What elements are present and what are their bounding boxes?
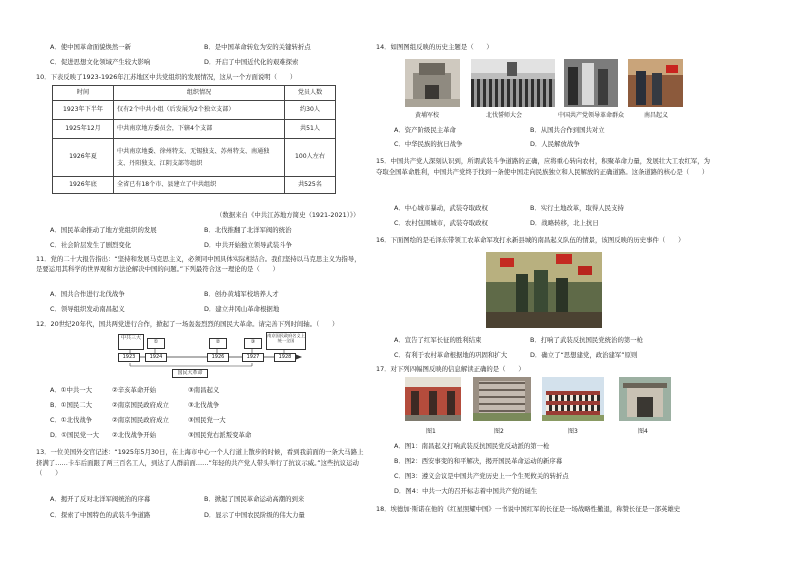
q13-option-b: B．掀起了国民革命运动高潮的到来	[204, 495, 305, 503]
q13-option-c: C．探索了中国特色的武装斗争道路	[50, 511, 151, 519]
q17-option-c: C．图3：遵义会议是中国共产党历史上一个生死攸关的转折点	[394, 472, 569, 480]
figure-2-building	[473, 377, 531, 421]
table-header: 组织情况	[114, 86, 285, 101]
q17-caption: 图3	[568, 428, 578, 435]
table-cell: 1925年12月	[53, 120, 114, 139]
q12-d1: D．①国民党一大	[50, 431, 99, 439]
table-header: 时间	[53, 86, 114, 101]
q14-option-a: A．资产阶级民主革命	[394, 126, 456, 134]
q14-option-d: D．人民解放战争	[530, 140, 580, 148]
timeline-event: ①	[147, 338, 165, 349]
q10-source: （数据来自《中共江苏地方简史（1921-2021）》）	[216, 211, 360, 219]
table-cell: 1926年底	[53, 177, 114, 194]
timeline-event: 中共三大	[118, 334, 144, 350]
q16-stem: 16．下面图绘的是毛泽东带领工农革命军攻打永新县城的南昌起义队伍的情景，该图反映的历史事件（ ）	[376, 236, 685, 244]
q14-caption: 北伐誓师大会	[486, 112, 523, 119]
q12-b2: ②南京国民政府成立	[112, 401, 169, 409]
table-cell: 中共南京地委、徐州特支、无锡独支、苏州特支、南通独支、丹阳独支、江阴支部等组织	[114, 139, 285, 177]
q16-option-b: B．打响了武装反抗国民党统治的第一枪	[530, 336, 644, 344]
q14-caption: 中国共产党领导革命群众	[558, 112, 625, 119]
q12-c1: C．①北伐战争	[50, 416, 93, 424]
timeline-year: 1928	[274, 353, 296, 362]
table-cell: 仅有2个中共小组（后发展为2个独立支部）	[114, 101, 285, 120]
q14-stem: 14．如图图组反映的历史主题是（ ）	[376, 43, 493, 51]
q12-option-d	[50, 431, 252, 440]
q13-stem: 13．一位美国外交官记述：“1925年5月30日，在上海市中心一个人行道上散步的时候，看到我前面的一条大马路上挤满了……卡车后面跟了两三百名工人，到达了人群前面……”年轻的共产党人带头举行了抗议示威。”这些抗议运动（ ）	[36, 448, 364, 478]
q12-c3: ③国民党一大	[188, 416, 226, 424]
q17-caption: 图4	[638, 428, 648, 435]
table-header-row	[53, 86, 336, 101]
q12-option-b	[50, 401, 220, 410]
q14-option-b: B．从国共合作到国共对立	[530, 126, 605, 134]
q10-option-d: D．中共开始独立领导武装斗争	[204, 241, 292, 249]
timeline-year: 1926	[207, 353, 229, 362]
q12-d3: ③国民党右派叛变革命	[188, 431, 252, 439]
q14-caption: 南昌起义	[644, 112, 669, 119]
timeline-event: ②	[209, 338, 227, 349]
whampoa-academy-photo	[405, 59, 460, 107]
table-cell: 共525名	[285, 177, 336, 194]
table-cell: 全省已有18个市、县建立了中共组织	[114, 177, 285, 194]
q10-option-c: C．社会阶层发生了剧烈变化	[50, 241, 132, 249]
q12-a2: ②辛亥革命开始	[112, 386, 157, 394]
q18-stem: 18．埃德加·斯诺在他的《红星照耀中国》一书说中国红军的长征是一场战略性撤退，称赞长征是一部英雄史	[376, 505, 681, 513]
table-cell: 1923年下半年	[53, 101, 114, 120]
q16-option-d: D．确立了“思想建党，政治建军”原则	[530, 351, 638, 359]
q10-stem: 10．下表反映了1923-1926年江苏地区中共党组织的发展情况，这从一个方面说明（ ）	[36, 73, 297, 81]
figure-4-building	[619, 377, 671, 421]
timeline-event: ③	[244, 338, 262, 349]
q15-option-b: B．实行土地改革，取得人民支持	[530, 204, 624, 212]
timeline-bracket-label: 国民大革命	[172, 369, 208, 378]
autumn-harvest-uprising-painting	[486, 252, 602, 328]
table-cell: 1926年夏	[53, 139, 114, 177]
q11-option-b: B．创办黄埔军校培养人才	[204, 290, 279, 298]
q14-option-c: C．中华民族的抗日战争	[394, 140, 463, 148]
table-header: 党员人数	[285, 86, 336, 101]
northern-expedition-rally-photo	[471, 59, 555, 107]
q15-option-c: C．农村包围城市，武装夺取政权	[394, 219, 488, 227]
q16-option-a: A．宣告了红军长征的胜利结束	[394, 336, 482, 344]
timeline-event: 南京国民政府名义上统一全国	[266, 332, 306, 350]
q12-option-a	[50, 386, 220, 395]
figure-1-building	[405, 377, 461, 421]
q11-option-d: D．建立井冈山革命根据地	[204, 305, 280, 313]
q17-caption: 图1	[426, 428, 436, 435]
q14-caption: 黄埔军校	[415, 112, 440, 119]
table-row	[53, 139, 336, 177]
q11-option-c: C．领导组织发动南昌起义	[50, 305, 125, 313]
q15-option-a: A．中心城市暴动，武装夺取政权	[394, 204, 488, 212]
q10-option-b: B．北伐推翻了北洋军阀的统治	[204, 226, 292, 234]
q13-option-a: A．揭开了反对北洋军阀统治的序幕	[50, 495, 151, 503]
table-row	[53, 177, 336, 194]
table-cell: 约30人	[285, 101, 336, 120]
q17-stem: 17．对下列四幅图反映的信息解读正确的是（ ）	[376, 365, 525, 373]
q12-option-c	[50, 416, 226, 425]
q9-option-a: A．使中国革命面貌焕然一新	[50, 43, 132, 51]
q12-stem: 12．20世纪20年代，国共两党进行合作，掀起了一场轰轰烈烈的国民大革命。请完善下列时间轴。（ ）	[36, 320, 339, 328]
q17-option-b: B．图2：西安事变的和平解决，揭开国民革命运动的新序幕	[394, 457, 563, 465]
q12-b1: B．①国民二大	[50, 401, 93, 409]
nanchang-uprising-painting	[628, 59, 683, 107]
q9-option-d: D．开启了中国近代化的艰难探索	[204, 58, 299, 66]
q17-caption: 图2	[494, 428, 504, 435]
q16-option-c: C．有利于农村革命根据地的巩固和扩大	[394, 351, 508, 359]
q17-option-d: D．图4：中共一大的召开标志着中国共产党的诞生	[394, 487, 538, 495]
timeline-year: 1923	[118, 353, 140, 362]
timeline-year: 1927	[242, 353, 264, 362]
q15-stem: 15．中国共产党人深刻认识到，所谓武装斗争道路的正确，应将重心转向农村，积聚革命力量，发展壮大工农红军，为夺取全国革命胜利，中国共产党终于找到一条使中国走向民族独立和人民解放的正确道路。这条道路的核心是（ ）	[376, 157, 711, 176]
table-cell: 中共南京地方委员会，下辖4个支部	[114, 120, 285, 139]
q9-option-c: C．促进思想文化领域产生较大影响	[50, 58, 151, 66]
q12-a3: ③南昌起义	[188, 386, 220, 394]
q17-option-a: A．图1：南昌起义打响武装反抗国民党反动派的第一枪	[394, 442, 550, 450]
timeline	[116, 332, 306, 378]
q12-c2: ②南京国民政府成立	[112, 416, 169, 424]
q11-option-a: A．国共合作进行北伐战争	[50, 290, 125, 298]
table-row	[53, 101, 336, 120]
q9-option-b: B．是中国革命转危为安的关键转折点	[204, 43, 311, 51]
q11-stem: 11．党的二十大报告指出：“坚持和发展马克思主义，必须同中国具体实际相结合。我们坚持以马克思主义为指导，是要运用其科学的世界观和方法论解决中国的问题。”下列最符合这一理论的是（ ）	[36, 255, 361, 273]
table-cell: 100人左右	[285, 139, 336, 177]
table-cell: 共51人	[285, 120, 336, 139]
revolutionary-masses-photo	[564, 59, 618, 107]
q15-option-d: D．战略转移，北上抗日	[530, 219, 599, 227]
q12-a1: A．①中共一大	[50, 386, 93, 394]
q10-table	[52, 85, 336, 194]
figure-3-building	[542, 377, 604, 421]
table-row	[53, 120, 336, 139]
q12-b3: ③北伐战争	[188, 401, 220, 409]
q12-d2: ②北伐战争开始	[112, 431, 157, 439]
timeline-year: 1924	[145, 353, 167, 362]
q10-option-a: A．国民革命推动了地方党组织的发展	[50, 226, 157, 234]
q13-option-d: D．显示了中国农民阶级的伟大力量	[204, 511, 305, 519]
